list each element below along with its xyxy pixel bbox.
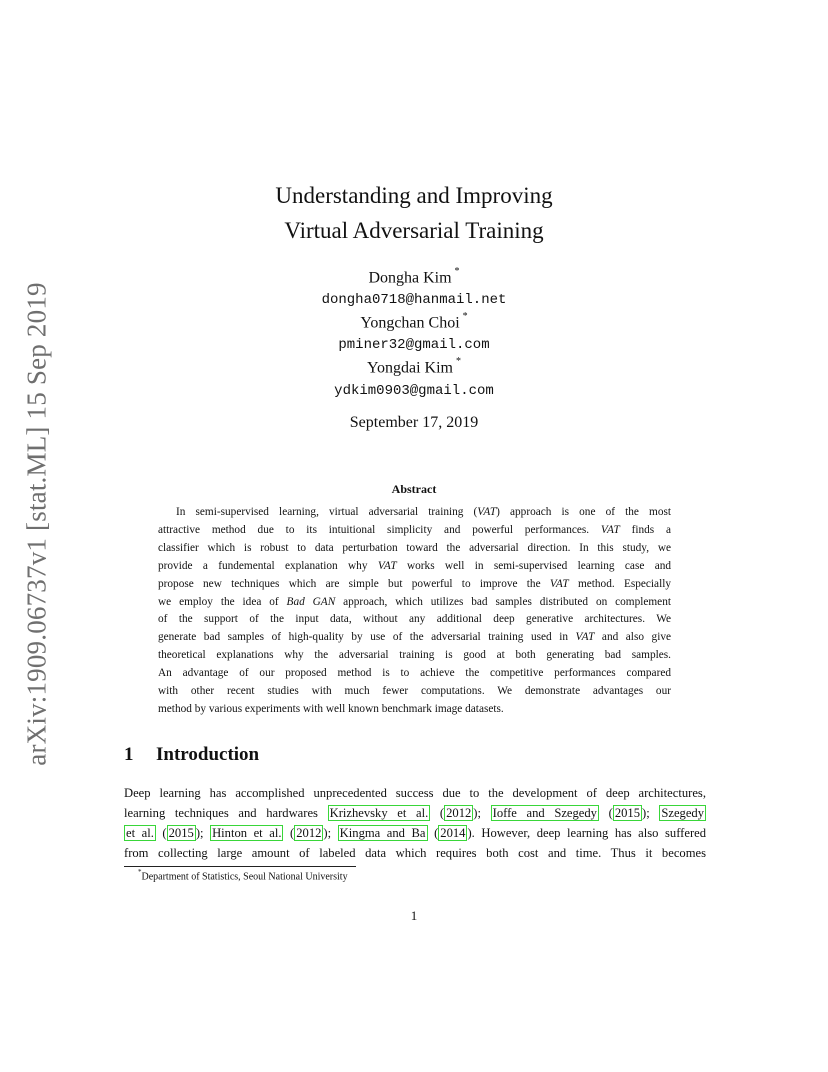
affiliation-mark[interactable]: * <box>462 311 468 322</box>
citation-link[interactable]: 2015 <box>168 826 194 840</box>
text-run: generate bad samples of high-quality by use of the adversarial training used in <box>158 631 576 644</box>
intro-line <box>124 783 706 803</box>
abstract-line <box>158 629 671 647</box>
text-run: with other recent studies with much fewer computations. We demonstrate advantages our <box>158 685 671 698</box>
abstract-line <box>158 683 671 701</box>
paper-title-line-1: Understanding and Improving <box>275 183 553 208</box>
abstract-line <box>158 540 671 558</box>
citation-link[interactable]: et al. <box>126 826 154 840</box>
italic-term: VAT <box>575 631 595 644</box>
text-run: method. Especially <box>568 577 671 590</box>
text-run: method by various experiments with well known benchmark image datasets. <box>158 702 504 715</box>
text-run: An advantage of our proposed method is to achieve the competitive performances compared <box>158 667 671 680</box>
text-run: ); <box>642 806 660 820</box>
section-title: Introduction <box>156 744 260 765</box>
text-run: we employ the idea of <box>158 595 287 608</box>
text-run: ( <box>283 826 295 840</box>
citation-link[interactable]: Kingma and Ba <box>339 826 426 840</box>
text-run: ). However, deep learning has also suffered <box>467 826 707 840</box>
footnote-mark: * <box>138 868 142 876</box>
text-run: learning techniques and hardwares <box>124 806 328 820</box>
author-name <box>0 358 828 377</box>
text-run: works well in semi-supervised learning case and <box>396 559 671 572</box>
italic-term: Bad GAN <box>286 595 336 608</box>
citation-link[interactable]: 2015 <box>614 806 641 820</box>
abstract-line <box>158 665 671 683</box>
author-name-text: Yongdai Kim <box>367 359 453 377</box>
introduction-paragraph <box>124 783 706 863</box>
intro-line <box>124 803 706 823</box>
affiliation-mark[interactable]: * <box>454 266 460 277</box>
page-number: 1 <box>410 908 418 923</box>
text-run: Deep learning has accomplished unprecedented success due to the development of deep architectures, <box>124 786 706 800</box>
italic-term: VAT <box>477 506 497 518</box>
text-run: of the support of the input data, without any additional deep generative architectures. We <box>158 613 671 626</box>
text-run: ( <box>155 826 167 840</box>
author-name-text: Dongha Kim <box>368 269 452 287</box>
text-run: and also give <box>594 631 671 644</box>
abstract-line <box>158 504 671 522</box>
abstract-heading: Abstract <box>391 482 437 496</box>
citation-link[interactable]: Szegedy <box>661 806 705 820</box>
abstract-line <box>158 576 671 594</box>
abstract-line <box>158 611 671 629</box>
text-run: ( <box>598 806 613 820</box>
author-email[interactable]: dongha0718@hanmail.net <box>321 292 507 308</box>
abstract-line <box>158 701 671 719</box>
text-run: ); <box>323 826 338 840</box>
author-name-text: Yongchan Choi <box>360 314 460 332</box>
text-run: ( <box>430 806 445 820</box>
footnote-text: Department of Statistics, Seoul National University <box>141 871 348 883</box>
abstract-line <box>158 594 671 612</box>
abstract-line <box>158 558 671 576</box>
text-run: finds a <box>619 523 672 536</box>
author-email[interactable]: ydkim0903@gmail.com <box>334 383 494 399</box>
citation-link[interactable]: 2014 <box>440 826 466 840</box>
citation-link[interactable]: 2012 <box>296 826 322 840</box>
citation-link[interactable]: Ioffe and Szegedy <box>492 806 597 820</box>
italic-term: VAT <box>377 559 397 572</box>
text-run: approach, which utilizes bad samples distributed on complement <box>335 595 671 608</box>
text-run: theoretical explanations why the adversarial training is good at both generating bad samples. <box>158 649 671 662</box>
text-run: ) approach is one of the most <box>496 506 672 518</box>
abstract-line <box>158 522 671 540</box>
section-number: 1 <box>124 744 134 765</box>
section-heading <box>124 744 259 766</box>
italic-term: VAT <box>549 577 569 590</box>
author-name <box>0 268 828 287</box>
text-run: from collecting large amount of labeled data which requires both cost and time. Thus it becomes <box>124 846 706 860</box>
text-run: ( <box>427 826 439 840</box>
intro-line <box>124 823 706 843</box>
abstract-line <box>158 647 671 665</box>
text-run: attractive method due to its intuitional simplicity and powerful performances. <box>158 523 601 536</box>
italic-term: VAT <box>600 523 620 536</box>
citation-link[interactable]: Krizhevsky et al. <box>329 806 429 820</box>
affiliation-mark[interactable]: * <box>455 356 461 367</box>
paper-title-line-2: Virtual Adversarial Training <box>284 218 544 243</box>
publication-date: September 17, 2019 <box>349 414 479 431</box>
footnote <box>138 869 348 882</box>
text-run: ); <box>473 806 491 820</box>
text-run: classifier which is robust to data perturbation toward the adversarial direction. In this study, we <box>158 541 671 554</box>
author-email[interactable]: pminer32@gmail.com <box>338 337 490 353</box>
citation-link[interactable]: 2012 <box>446 806 472 820</box>
text-run: ); <box>195 826 211 840</box>
text-run: propose new techniques which are simple but powerful to improve the <box>158 577 550 590</box>
author-name <box>0 313 828 332</box>
intro-line <box>124 843 706 863</box>
arxiv-identifier-stamp[interactable]: arXiv:1909.06737v1 [stat.ML] 15 Sep 2019 <box>21 282 52 766</box>
footnote-divider <box>124 866 356 867</box>
text-run: provide a fundemental explanation why <box>158 559 378 572</box>
text-run: In semi-supervised learning, virtual adversarial training ( <box>176 506 478 518</box>
abstract-body <box>158 504 671 719</box>
citation-link[interactable]: Hinton et al. <box>212 826 282 840</box>
